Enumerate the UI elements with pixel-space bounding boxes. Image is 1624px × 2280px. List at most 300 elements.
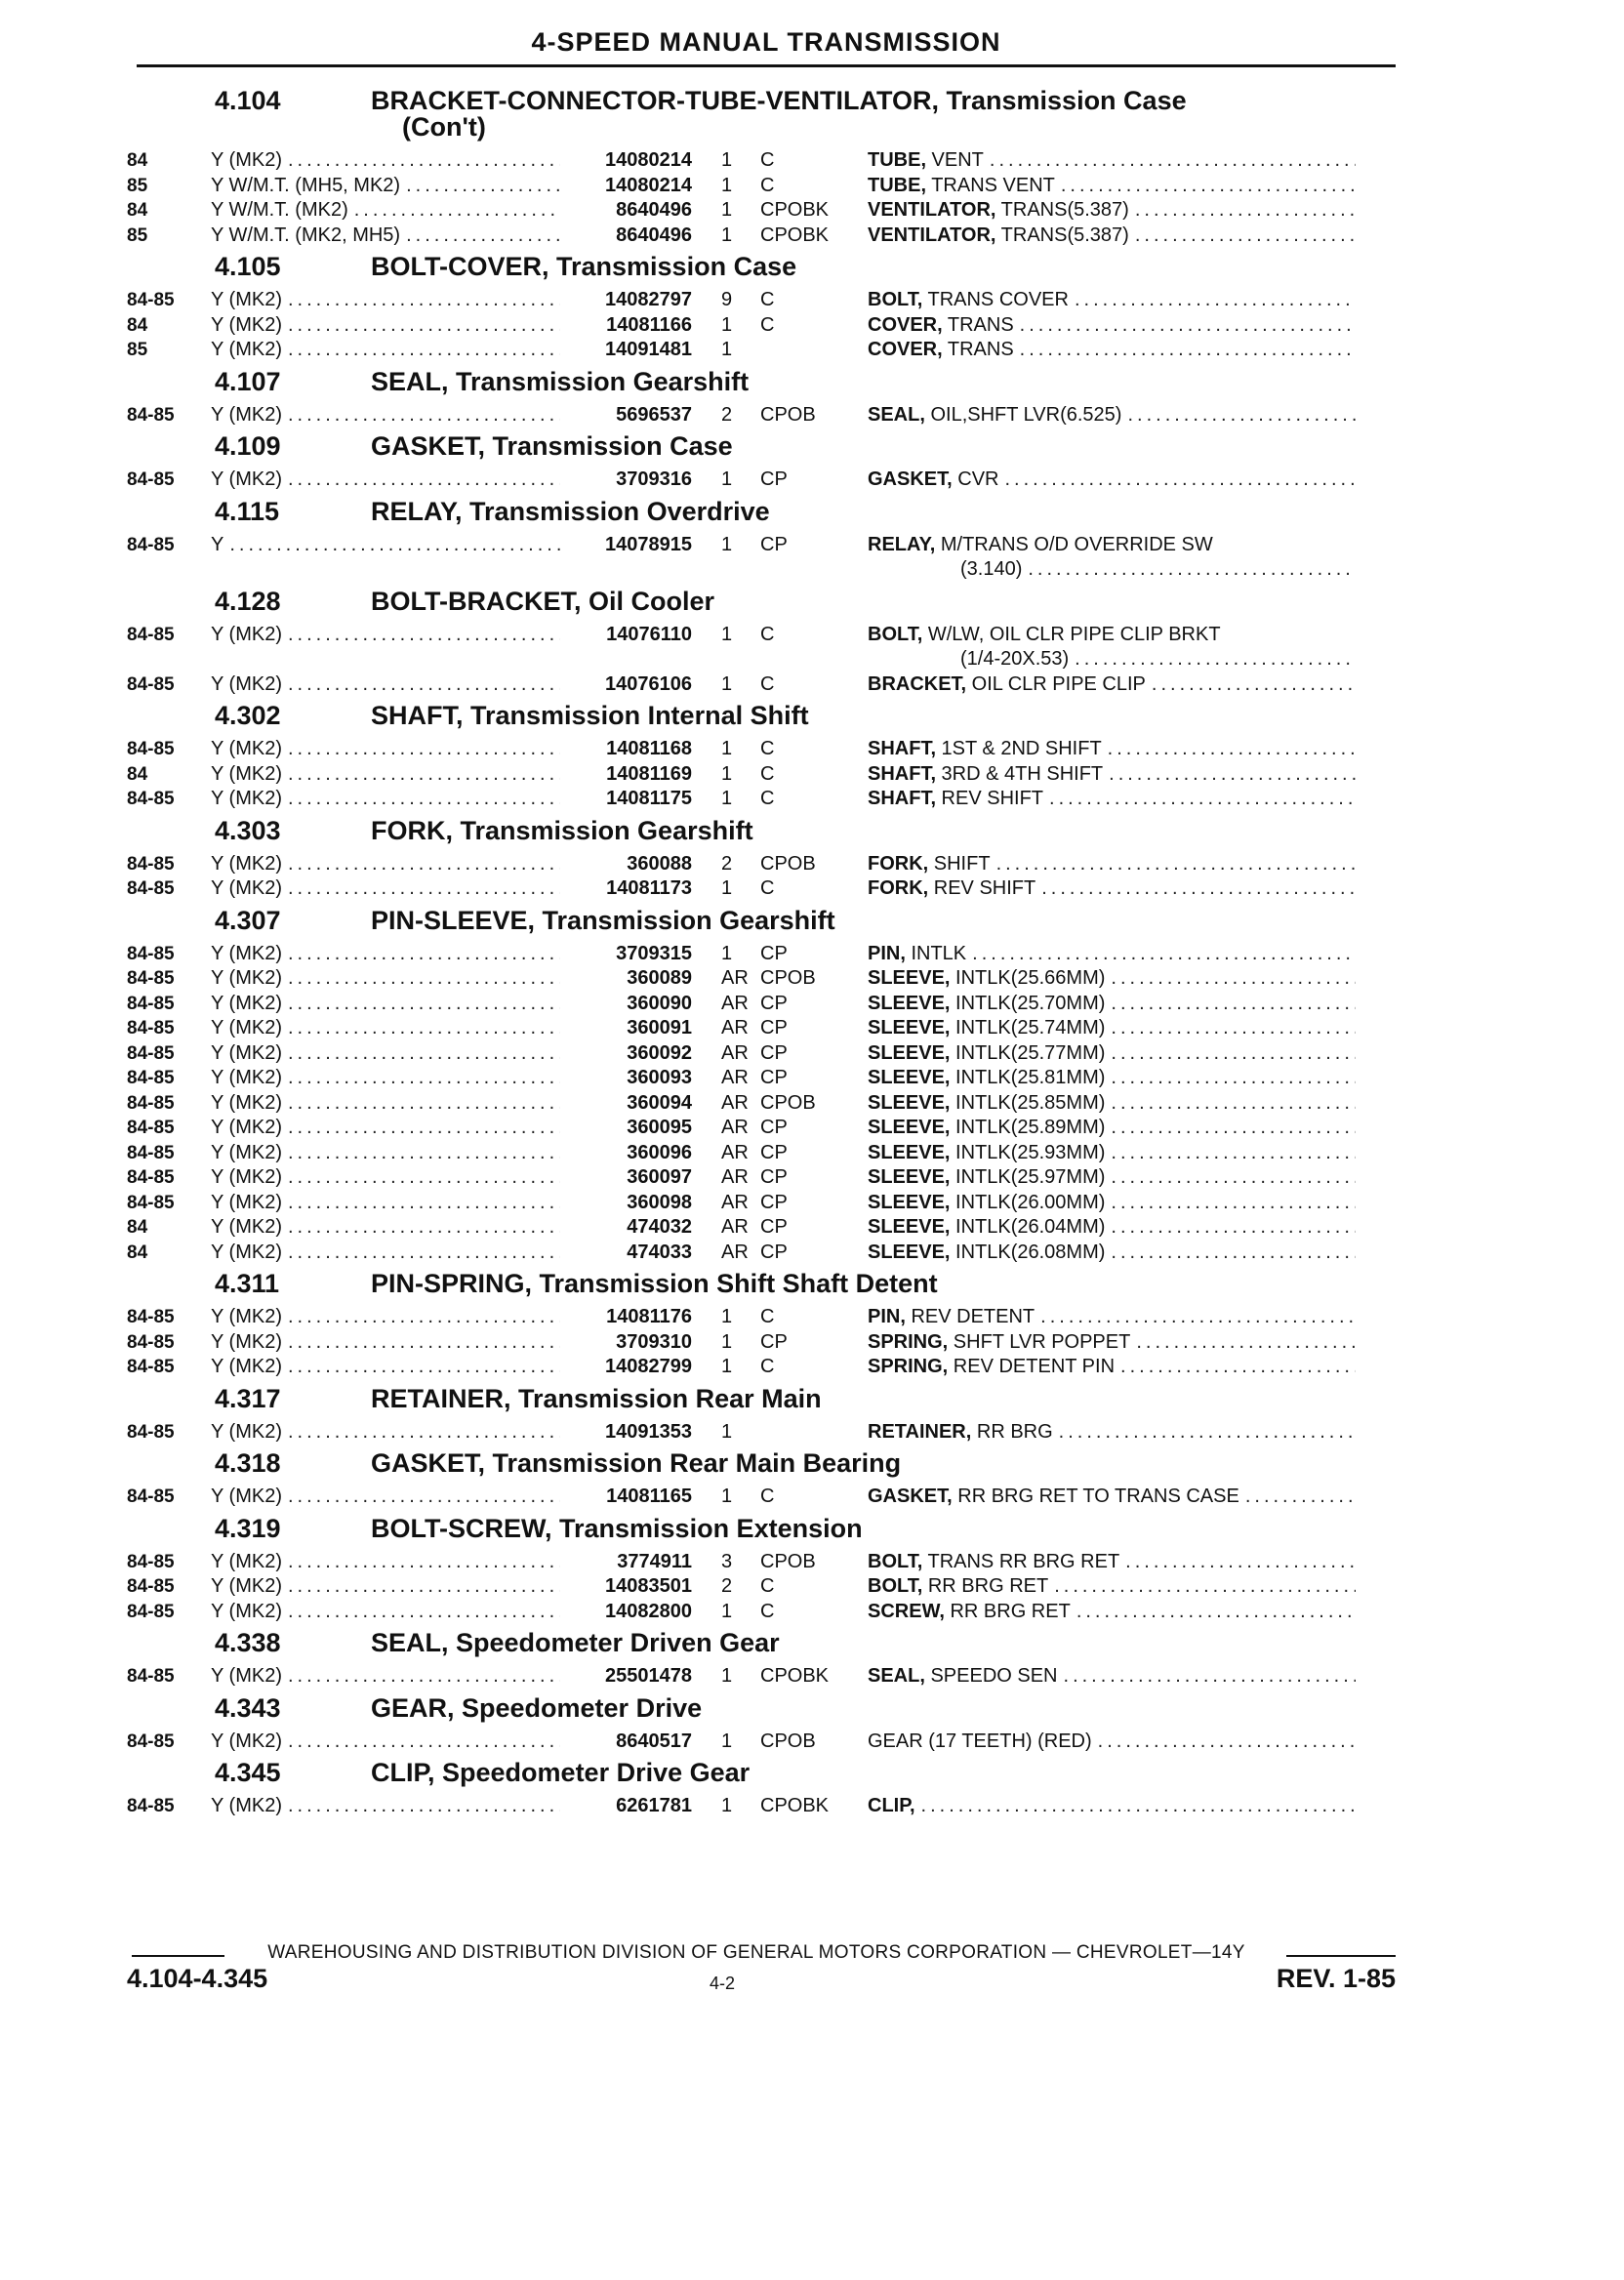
part-row (127, 533, 1396, 583)
leader-dots (984, 148, 1356, 174)
description (868, 1330, 1356, 1356)
leader-dots (1105, 1091, 1356, 1117)
part-number: 8640517 (616, 1730, 692, 1752)
source-code (760, 338, 868, 363)
description (868, 1574, 1356, 1600)
footer-range: 4.104-4.345 (127, 1964, 268, 1993)
model-usage: Y (MK2) (211, 1486, 282, 1507)
group-header (127, 583, 1396, 623)
source-code: CPOB (760, 403, 816, 426)
part-row (127, 762, 1396, 788)
description (868, 1215, 1356, 1241)
part-number: 14081166 (606, 313, 692, 336)
model-cell (211, 1794, 560, 1819)
source-code: C (760, 1600, 775, 1622)
model-usage: Y (MK2) (211, 967, 282, 989)
quantity: 1 (721, 623, 733, 645)
model-year: 84-85 (127, 1421, 175, 1443)
part-row (127, 148, 1396, 174)
source-code: CP (760, 942, 788, 964)
part-row (127, 1165, 1396, 1191)
description-line (868, 672, 1356, 698)
model-cell (211, 966, 560, 992)
description (868, 1066, 1356, 1091)
group-title-text: RELAY, Transmission Overdrive (371, 496, 770, 526)
part-number: 14091353 (605, 1420, 692, 1443)
model-usage: Y (MK2) (211, 1730, 282, 1752)
model-year: 84-85 (127, 1142, 175, 1163)
description-line (868, 1241, 1356, 1266)
quantity: 1 (721, 1486, 733, 1507)
parts-list (127, 82, 1396, 1819)
parts-group (127, 1754, 1396, 1819)
model-cell (211, 787, 560, 812)
description-line (868, 1664, 1356, 1690)
description (868, 737, 1356, 762)
part-row (127, 313, 1396, 339)
model-year: 84-85 (127, 853, 175, 875)
source-code: C (760, 313, 775, 336)
group-header (127, 1510, 1396, 1550)
description-text: (3.140) (960, 558, 1023, 580)
description-line (868, 1091, 1356, 1117)
description-text: VENTILATOR, TRANS(5.387) (868, 199, 1129, 221)
leader-dots (282, 1600, 560, 1625)
quantity: 1 (721, 942, 733, 964)
description-text: FORK, SHIFT (868, 852, 991, 875)
leader-dots (1146, 672, 1356, 698)
group-number: 4.319 (215, 1513, 281, 1543)
model-usage: Y (MK2) (211, 1041, 282, 1064)
group-title-text: SHAFT, Transmission Internal Shift (371, 701, 809, 730)
description-text: FORK, REV SHIFT (868, 877, 1036, 899)
description (868, 174, 1356, 199)
part-row (127, 174, 1396, 199)
description-line (868, 403, 1356, 428)
part-number: 6261781 (616, 1795, 692, 1816)
group-title-text: BOLT-BRACKET, Oil Cooler (371, 586, 715, 616)
group-title (371, 1271, 1396, 1297)
model-cell (211, 1305, 560, 1330)
description-line (868, 1191, 1356, 1216)
quantity: 1 (721, 339, 733, 360)
leader-dots (1119, 1550, 1356, 1575)
part-row (127, 1141, 1396, 1166)
group-title (371, 366, 1396, 396)
source-code: CPOBK (760, 224, 830, 246)
model-year: 84-85 (127, 789, 175, 809)
description-text: SLEEVE, INTLK(25.74MM) (868, 1017, 1106, 1038)
quantity: 1 (721, 1730, 733, 1752)
leader-dots (348, 198, 560, 224)
description (868, 1420, 1356, 1445)
model-cell (211, 1141, 560, 1166)
model-year: 84-85 (127, 290, 175, 310)
description (868, 1550, 1356, 1575)
model-cell (211, 533, 560, 583)
leader-dots (282, 1550, 560, 1575)
description-line (868, 623, 1356, 648)
model-year: 84-85 (127, 943, 175, 964)
leader-dots (400, 224, 560, 249)
part-row (127, 876, 1396, 902)
leader-dots (1105, 1165, 1356, 1191)
group-number: 4.317 (215, 1383, 281, 1413)
quantity: 1 (721, 1420, 733, 1443)
leader-dots (282, 288, 560, 313)
group-number: 4.105 (215, 252, 281, 281)
model-year: 84-85 (127, 993, 175, 1014)
model-cell (211, 1091, 560, 1117)
description-text: TUBE, VENT (868, 149, 984, 171)
quantity: 1 (721, 1665, 733, 1687)
description-text: BOLT, TRANS COVER (868, 289, 1069, 310)
description-line (868, 1330, 1356, 1356)
model-usage: Y (MK2) (211, 852, 282, 875)
group-title-text: RETAINER, Transmission Rear Main (371, 1383, 822, 1413)
group-title (371, 703, 1396, 729)
source-code: CP (760, 1216, 788, 1238)
description-text: SLEEVE, INTLK(25.77MM) (868, 1041, 1106, 1064)
leader-dots (282, 942, 560, 967)
part-number: 360098 (627, 1191, 692, 1213)
group-title-text: GEAR, Speedometer Drive (371, 1692, 703, 1723)
part-row (127, 403, 1396, 428)
model-year: 84-85 (127, 1666, 175, 1687)
source-code: C (760, 738, 775, 759)
group-title (371, 586, 1396, 616)
leader-dots (282, 403, 560, 428)
description-text: SEAL, SPEEDO SEN (868, 1665, 1058, 1687)
leader-dots (282, 762, 560, 788)
model-year: 85 (127, 224, 148, 246)
description (868, 762, 1356, 788)
leader-dots (282, 1241, 560, 1266)
description-text: BOLT, RR BRG RET (868, 1575, 1049, 1597)
description (868, 1794, 1356, 1819)
model-year: 84-85 (127, 1068, 175, 1088)
quantity: 2 (721, 852, 733, 875)
model-usage: Y (MK2) (211, 992, 282, 1014)
quantity: 1 (721, 1795, 733, 1816)
model-cell (211, 148, 560, 174)
description-line (868, 1305, 1356, 1330)
parts-group (127, 1690, 1396, 1755)
part-number: 14080214 (605, 149, 692, 171)
part-row (127, 1730, 1396, 1755)
description (868, 1485, 1356, 1510)
leader-dots (282, 313, 560, 339)
part-row (127, 1215, 1396, 1241)
description (868, 1664, 1356, 1690)
part-number: 3709316 (616, 468, 692, 490)
part-row (127, 1420, 1396, 1445)
source-code: CPOB (760, 852, 816, 875)
leader-dots (1022, 557, 1356, 583)
group-continued-note: (Con't) (402, 112, 486, 142)
part-row (127, 1600, 1396, 1625)
quantity: 1 (721, 1330, 733, 1353)
model-year: 84 (127, 150, 148, 171)
model-usage: Y (MK2) (211, 468, 282, 490)
group-header (127, 1445, 1396, 1485)
quantity: 1 (721, 468, 733, 490)
model-year: 84-85 (127, 1307, 175, 1327)
model-cell (211, 468, 560, 493)
model-year: 84-85 (127, 739, 175, 759)
leader-dots (282, 1664, 560, 1690)
description-line (868, 148, 1356, 174)
part-number: 14078915 (605, 533, 692, 555)
model-usage: Y (MK2) (211, 403, 282, 426)
part-number: 474033 (627, 1241, 692, 1263)
part-row (127, 852, 1396, 877)
model-cell (211, 198, 560, 224)
model-cell (211, 1600, 560, 1625)
quantity: 1 (721, 313, 733, 336)
source-code: CPOB (760, 1091, 816, 1114)
leader-dots (282, 1191, 560, 1216)
group-title-text: CLIP, Speedometer Drive Gear (371, 1758, 751, 1787)
parts-group (127, 1265, 1396, 1380)
description-line (868, 1550, 1356, 1575)
parts-group (127, 583, 1396, 698)
part-number: 14082797 (605, 289, 692, 310)
description-line (868, 1600, 1356, 1625)
description-line (868, 1574, 1356, 1600)
leader-dots (1105, 1241, 1356, 1266)
leader-dots (1092, 1730, 1356, 1755)
model-cell (211, 1330, 560, 1356)
leader-dots (282, 1215, 560, 1241)
description-line (868, 1355, 1356, 1380)
description-text: PIN, REV DETENT (868, 1306, 1035, 1327)
model-usage: Y W/M.T. (MK2) (211, 199, 348, 221)
part-number: 360092 (627, 1041, 692, 1064)
model-year: 84-85 (127, 1192, 175, 1213)
group-number: 4.109 (215, 431, 281, 461)
quantity: 1 (721, 1600, 733, 1622)
leader-dots (1105, 1041, 1356, 1067)
description (868, 942, 1356, 967)
model-year: 84-85 (127, 673, 175, 695)
group-title (371, 1630, 1396, 1656)
part-number: 360088 (627, 852, 692, 875)
description-line (868, 1730, 1356, 1755)
part-row (127, 1355, 1396, 1380)
description-line (868, 1116, 1356, 1141)
leader-dots (282, 1016, 560, 1041)
quantity: AR (721, 1041, 749, 1064)
description (868, 198, 1356, 224)
model-cell (211, 623, 560, 672)
source-code: C (760, 1356, 775, 1377)
source-code: C (760, 623, 775, 645)
quantity: 2 (721, 1575, 733, 1597)
model-usage: Y W/M.T. (MK2, MH5) (211, 224, 401, 246)
description (868, 468, 1356, 493)
leader-dots (282, 1355, 560, 1380)
part-number: 14076106 (605, 672, 692, 695)
description (868, 1241, 1356, 1266)
model-usage: Y (MK2) (211, 738, 282, 759)
quantity: 1 (721, 224, 733, 246)
leader-dots (282, 1116, 560, 1141)
model-cell (211, 737, 560, 762)
part-number: 14082800 (605, 1600, 692, 1622)
group-title-text: GASKET, Transmission Rear Main Bearing (371, 1448, 902, 1478)
description (868, 1730, 1356, 1755)
group-number: 4.311 (215, 1269, 280, 1298)
source-code: CPOB (760, 967, 816, 989)
part-row (127, 1066, 1396, 1091)
description-text: GEAR (17 TEETH) (RED) (868, 1730, 1092, 1752)
source-code: CPOBK (760, 1795, 830, 1816)
part-row (127, 1330, 1396, 1356)
model-cell (211, 1574, 560, 1600)
description (868, 876, 1356, 902)
model-usage: Y (MK2) (211, 1067, 282, 1088)
part-row (127, 1241, 1396, 1266)
model-year: 84 (127, 1217, 148, 1238)
leader-dots (223, 533, 560, 583)
group-header (127, 493, 1396, 533)
group-title (371, 88, 1396, 141)
leader-dots (1069, 647, 1356, 672)
part-number: 14081169 (606, 762, 692, 785)
source-code: CP (760, 1141, 788, 1163)
leader-dots (282, 992, 560, 1017)
quantity: AR (721, 1241, 749, 1263)
group-title-text: BOLT-COVER, Transmission Case (371, 252, 797, 281)
leader-dots (1055, 174, 1356, 199)
model-year: 84 (127, 314, 148, 336)
part-row (127, 1116, 1396, 1141)
source-code: CP (760, 533, 788, 555)
model-usage: Y (MK2) (211, 1550, 282, 1572)
description-text: SHAFT, 1ST & 2ND SHIFT (868, 738, 1102, 759)
leader-dots (1115, 1355, 1356, 1380)
model-usage: Y (MK2) (211, 1306, 282, 1327)
group-title (371, 815, 1396, 845)
model-cell (211, 1215, 560, 1241)
model-year: 84-85 (127, 1092, 175, 1114)
parts-group (127, 82, 1396, 248)
description-text: (1/4-20X.53) (960, 648, 1070, 670)
leader-dots (282, 1165, 560, 1191)
description-text: SPRING, REV DETENT PIN (868, 1356, 1116, 1377)
model-year: 84-85 (127, 968, 175, 989)
part-number: 14081168 (606, 738, 692, 759)
title-rule (137, 64, 1396, 67)
group-header (127, 812, 1396, 852)
description-line (868, 966, 1356, 992)
part-row (127, 1016, 1396, 1041)
description-line (868, 1041, 1356, 1067)
description-text: CLIP, (868, 1795, 915, 1816)
part-number: 3774911 (617, 1550, 692, 1572)
quantity: 1 (721, 1306, 733, 1327)
quantity: AR (721, 1141, 749, 1163)
parts-group (127, 1510, 1396, 1625)
description (868, 1191, 1356, 1216)
description-text: GASKET, CVR (868, 468, 999, 490)
leader-dots (1053, 1420, 1356, 1445)
quantity: 3 (721, 1550, 733, 1572)
description-line (868, 313, 1356, 339)
description-text: TUBE, TRANS VENT (868, 174, 1055, 196)
leader-dots (282, 852, 560, 877)
footer-rule-left (132, 1955, 224, 1957)
source-code: C (760, 1306, 775, 1327)
description-text: SLEEVE, INTLK(25.70MM) (868, 992, 1106, 1014)
description (868, 1016, 1356, 1041)
description-line (868, 737, 1356, 762)
description (868, 966, 1356, 992)
source-code: CP (760, 468, 788, 490)
part-number: 474032 (627, 1216, 692, 1238)
model-cell (211, 313, 560, 339)
leader-dots (991, 852, 1356, 877)
source-code: CP (760, 1166, 788, 1188)
model-usage: Y (MK2) (211, 1356, 282, 1377)
model-cell (211, 1550, 560, 1575)
model-usage: Y (MK2) (211, 1117, 282, 1138)
part-row (127, 338, 1396, 363)
description-line (868, 1485, 1356, 1510)
group-title (371, 905, 1396, 935)
model-usage: Y (MK2) (211, 1575, 282, 1597)
part-row (127, 1191, 1396, 1216)
model-usage: Y W/M.T. (MH5, MK2) (211, 174, 401, 196)
description-line (868, 1420, 1356, 1445)
source-code: CPOBK (760, 199, 830, 221)
source-code: CPOB (760, 1730, 816, 1752)
part-row (127, 1041, 1396, 1067)
group-header (127, 428, 1396, 468)
leader-dots (1071, 1600, 1356, 1625)
model-year: 84-85 (127, 878, 175, 899)
quantity: 9 (721, 289, 733, 310)
leader-dots (1103, 762, 1356, 788)
part-number: 3709315 (616, 942, 692, 964)
description (868, 313, 1356, 339)
model-usage: Y (MK2) (211, 1191, 282, 1213)
part-row (127, 288, 1396, 313)
page-title: 4-SPEED MANUAL TRANSMISSION (531, 27, 1001, 57)
model-usage: Y (MK2) (211, 1091, 282, 1114)
group-title-text: PIN-SLEEVE, Transmission Gearshift (371, 905, 835, 935)
description-line (868, 876, 1356, 902)
group-title (371, 254, 1396, 280)
source-code: CP (760, 1330, 788, 1353)
description (868, 1141, 1356, 1166)
part-number: 14081173 (606, 877, 692, 899)
leader-dots (1102, 737, 1356, 762)
source-code: C (760, 1486, 775, 1507)
part-row (127, 1091, 1396, 1117)
description (868, 224, 1356, 249)
description-text: VENTILATOR, TRANS(5.387) (868, 224, 1129, 246)
source-code: C (760, 174, 775, 196)
leader-dots (1105, 1215, 1356, 1241)
leader-dots (1105, 1191, 1356, 1216)
description (868, 1165, 1356, 1191)
model-usage: Y (MK2) (211, 672, 282, 695)
description (868, 1041, 1356, 1067)
description-line (868, 1141, 1356, 1166)
group-title (371, 1513, 1396, 1543)
